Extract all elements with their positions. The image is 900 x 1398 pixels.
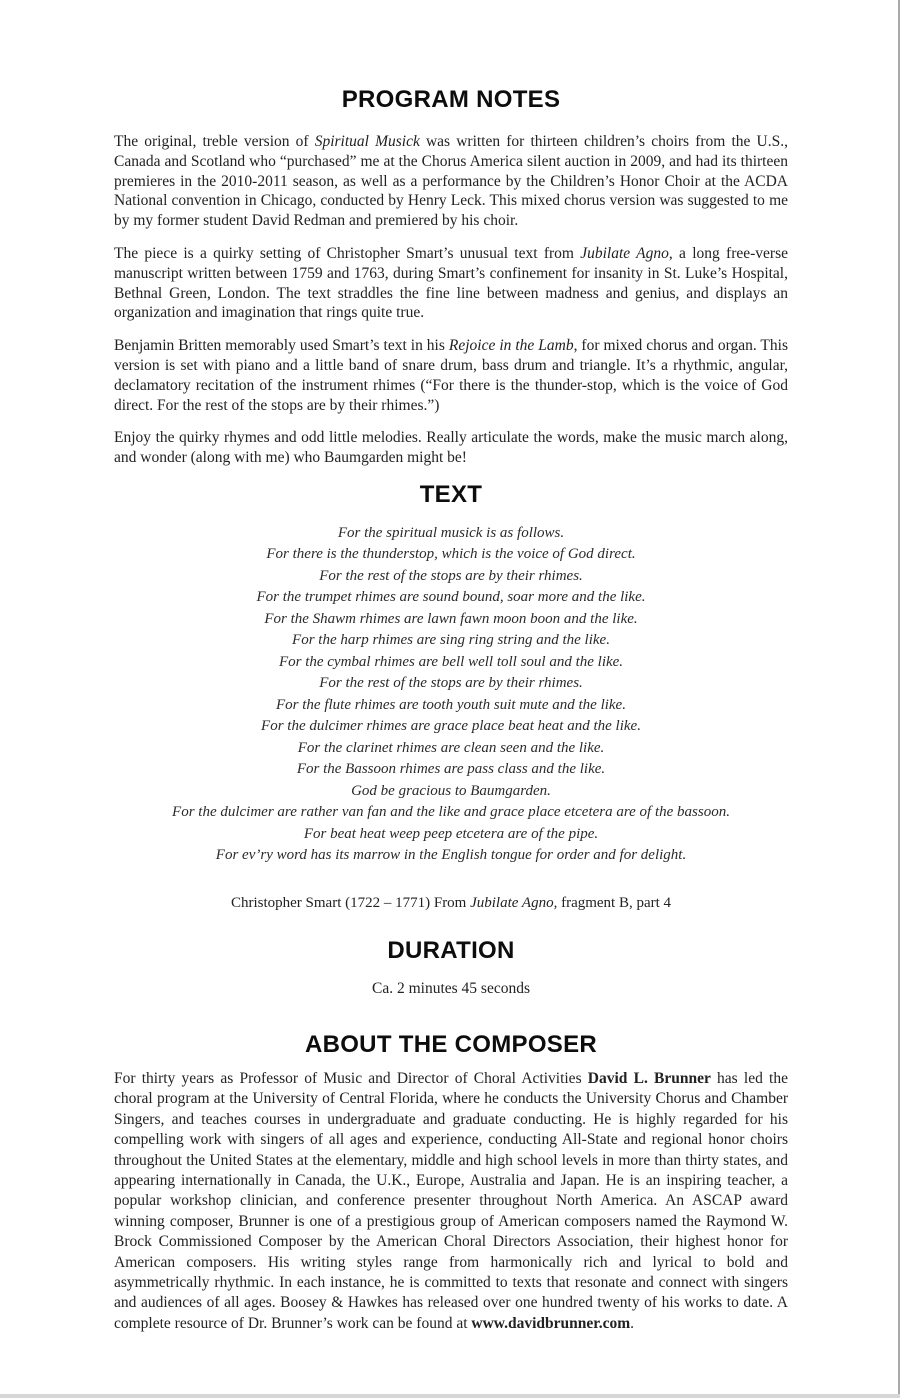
program-notes-paragraph-2 [114, 244, 788, 323]
verse-line: For there is the thunderstop, which is the voice of God direct. [266, 546, 636, 563]
text-segment: Enjoy the quirky rhymes and odd little melodies. Really articulate the words, make the music march along, and wonder (along with me) who Baumgarden might be! [114, 429, 788, 467]
text-attribution [114, 893, 788, 913]
about-composer-heading: ABOUT THE COMPOSER [304, 1030, 598, 1058]
text-segment: For thirty years as Professor of Music and Director of Choral Activities [114, 1069, 588, 1087]
verse-line: For the Shawm rhimes are lawn fawn moon boon and the like. [264, 610, 638, 627]
text-segment: The original, treble version of [114, 133, 315, 150]
page-content [114, 0, 788, 1334]
text-segment: David L. Brunner [587, 1069, 711, 1087]
text-segment: Rejoice in the Lamb [448, 337, 574, 355]
verse-line: For ev’ry word has its marrow in the English tongue for order and for delight. [215, 847, 687, 864]
duration-value: Ca. 2 minutes 45 seconds [372, 979, 530, 997]
verse-line: For the dulcimer are rather van fan and the like and grace place etcetera are of the bassoon. [172, 804, 730, 821]
text-segment: Benjamin Britten memorably used Smart’s text in his [114, 337, 449, 355]
text-segment: , for mixed chorus and organ. This version is set with piano and a little band of snare drum, bass drum and triangle. It’s a rhythmic, angular, declamatory recitation of the instrument rhimes (“For there is the thunder-stop, which is the voice of God direct. For the rest of the stops are by their rhimes.”) [114, 337, 788, 414]
text-segment: Jubilate Agno [470, 894, 554, 911]
text-segment: www.davidbrunner.com [471, 1314, 631, 1332]
program-notes-paragraph-1 [114, 132, 788, 231]
text-segment: Christopher Smart (1722 – 1771) From [230, 894, 471, 911]
verse-line: For beat heat weep peep etcetera are of the pipe. [303, 825, 599, 842]
text-segment: Jubilate Agno [580, 244, 669, 262]
verse-line: God be gracious to Baumgarden. [351, 782, 551, 799]
verse-line: For the clarinet rhimes are clean seen and the like. [297, 739, 605, 756]
scan-edge-bottom [0, 1394, 900, 1398]
verse-line: For the rest of the stops are by their rhimes. [319, 567, 583, 584]
text-segment: . [630, 1314, 635, 1332]
text-segment: Spiritual Musick [314, 133, 420, 150]
text-segment: , a long free-verse manuscript written between 1759 and 1763, during Smart’s confinement for insanity in St. Luke’s Hospital, Bethnal Green, London. The text straddles the fine line between madness and genius, and displays an organization and imagination that rings quite true. [114, 244, 788, 322]
text-section-heading: TEXT [419, 480, 483, 508]
program-notes-heading: PROGRAM NOTES [341, 86, 561, 113]
verse-list [114, 523, 788, 867]
program-notes-paragraph-3 [114, 336, 788, 415]
verse-line: For the trumpet rhimes are sound bound, soar more and the like. [256, 589, 646, 606]
duration-heading: DURATION [387, 936, 515, 964]
program-notes-paragraph-4 [114, 428, 788, 468]
verse-line: For the spiritual musick is as follows. [337, 524, 565, 541]
text-segment: , fragment B, part 4 [553, 894, 672, 911]
verse-line: For the Bassoon rhimes are pass class and the like. [296, 761, 606, 778]
text-segment: has led the choral program at the University of Central Florida, where he conducts the University Chorus and Chamber Singers, and teaches courses in undergraduate and graduate conducting. He is highly regarded for his compelling work with singers of all ages and experience, conducting All-State and regional honor choirs throughout the United States at the elementary, middle and high school levels in more than thirty states, and appearing internationally in Canada, the U.K., Europe, Australia and Japan. He is an inspiring teacher, a popular workshop clinician, and conference presenter throughout North America. An ASCAP award winning composer, Brunner is one of a prestigious group of American composers named the Raymond W. Brock Commissioned Composer by the American Choral Directors Association, their highest honor for American composers. His writing styles range from harmonically rich and lyrical to bold and asymmetrically rhythmic. In each instance, he is committed to texts that resonate and connect with singers and audiences of all ages. Boosey & Hawkes has released over one hundred twenty of his works to date. A complete resource of Dr. Brunner’s work can be found at [114, 1069, 788, 1332]
verse-line: For the dulcimer rhimes are grace place beat heat and the like. [261, 718, 641, 735]
verse-line: For the harp rhimes are sing ring string and the like. [292, 632, 610, 649]
verse-line: For the cymbal rhimes are bell well toll soul and the like. [278, 653, 624, 670]
text-segment: was written for thirteen children’s choirs from the U.S., Canada and Scotland who “purchased” me at the Chorus America silent auction in 2009, and had its thirteen premieres in the 2010-2011 season, as well as a performance by the Children’s Honor Choir at the ACDA National convention in Chicago, conducted by Henry Leck. This mixed chorus version was suggested to me by my former student David Redman and premiered by his choir. [114, 133, 788, 230]
text-segment: The piece is a quirky setting of Christopher Smart’s unusual text from [114, 244, 581, 262]
about-composer-paragraph [114, 1069, 788, 1334]
verse-line: For the flute rhimes are tooth youth suit mute and the like. [276, 696, 626, 713]
verse-line: For the rest of the stops are by their rhimes. [319, 675, 583, 692]
